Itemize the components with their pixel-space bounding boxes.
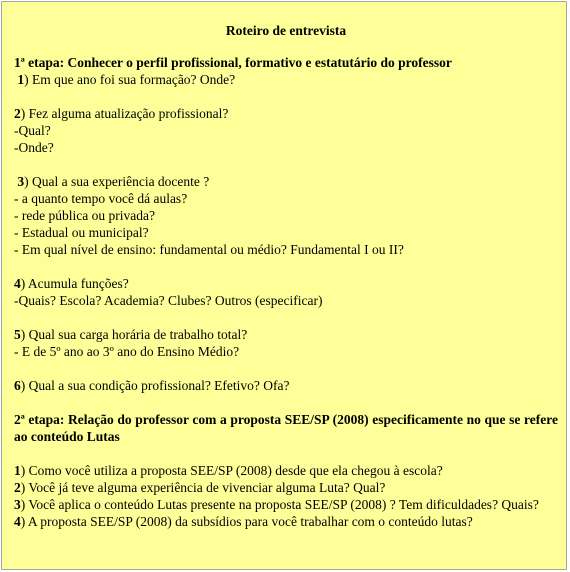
- stage1-question-2: [14, 105, 558, 122]
- sub-question: - Em qual nível de ensino: fundamental ou médio? Fundamental I ou II?: [14, 242, 404, 257]
- stage2-question-2: [14, 479, 558, 496]
- stage1-question-1: [14, 71, 558, 88]
- question-number: 2: [14, 106, 21, 121]
- stage1-question-3: [14, 173, 558, 190]
- question-number: 3: [17, 174, 25, 189]
- stage1-question-4: [14, 275, 558, 292]
- question-text: ) Qual a sua condição profissional? Efetivo? Ofa?: [20, 378, 290, 393]
- question-text: ) Como você utiliza a proposta SEE/SP (2008) desde que ela chegou à escola?: [20, 463, 443, 478]
- sub-question: - a quanto tempo você dá aulas?: [14, 191, 188, 206]
- sub-question: -Quais? Escola? Academia? Clubes? Outros (especificar): [14, 293, 323, 308]
- question-text: ) Em que ano foi sua formação? Onde?: [24, 72, 236, 87]
- sub-question: - E de 5º ano ao 3º ano do Ensino Médio?: [14, 344, 240, 359]
- stage2-heading: 2ª etapa: Relação do professor com a proposta SEE/SP (2008) especificamente no que se refere ao conteúdo Lutas: [14, 412, 558, 444]
- question-number: 1: [14, 463, 21, 478]
- stage2-question-4: [14, 513, 558, 530]
- question-text: ) Você já teve alguma experiência de vivenciar alguma Luta? Qual?: [20, 480, 386, 495]
- spacer: [14, 445, 558, 462]
- question-number: 1: [17, 72, 25, 87]
- sub-question: -Onde?: [14, 140, 54, 155]
- question-text: ) Acumula funções?: [20, 276, 129, 291]
- stage1-heading: 1ª etapa: Conhecer o perfil profissional, formativo e estatutário do professor: [14, 55, 452, 70]
- question-number: 4: [14, 514, 21, 529]
- sub-question: -Qual?: [14, 123, 51, 138]
- question-number: 5: [14, 327, 21, 342]
- stage1-question-6: [14, 377, 558, 394]
- sub-question: - rede pública ou privada?: [14, 208, 155, 223]
- document-title: Roteiro de entrevista: [225, 23, 347, 38]
- spacer: [14, 309, 558, 326]
- question-number: 6: [14, 378, 21, 393]
- spacer: [14, 394, 558, 411]
- spacer: [14, 88, 558, 105]
- question-text: ) A proposta SEE/SP (2008) da subsídios para você trabalhar com o conteúdo lutas?: [20, 514, 473, 529]
- spacer: [14, 360, 558, 377]
- question-text: ) Qual a sua experiência docente ?: [24, 174, 210, 189]
- question-text: ) Você aplica o conteúdo Lutas presente na proposta SEE/SP (2008) ? Tem dificuldades? Quais?: [20, 497, 539, 512]
- spacer: [14, 258, 558, 275]
- stage1-question-5: [14, 326, 558, 343]
- question-number: 4: [14, 276, 21, 291]
- question-text: ) Fez alguma atualização profissional?: [20, 106, 229, 121]
- stage2-question-3: [14, 496, 558, 513]
- sub-question: - Estadual ou municipal?: [14, 225, 149, 240]
- question-number: 2: [14, 480, 21, 495]
- question-number: 3: [14, 497, 21, 512]
- spacer: [14, 156, 558, 173]
- interview-script-box: [1, 1, 567, 570]
- stage2-question-1: [14, 462, 558, 479]
- question-text: ) Qual sua carga horária de trabalho total?: [20, 327, 248, 342]
